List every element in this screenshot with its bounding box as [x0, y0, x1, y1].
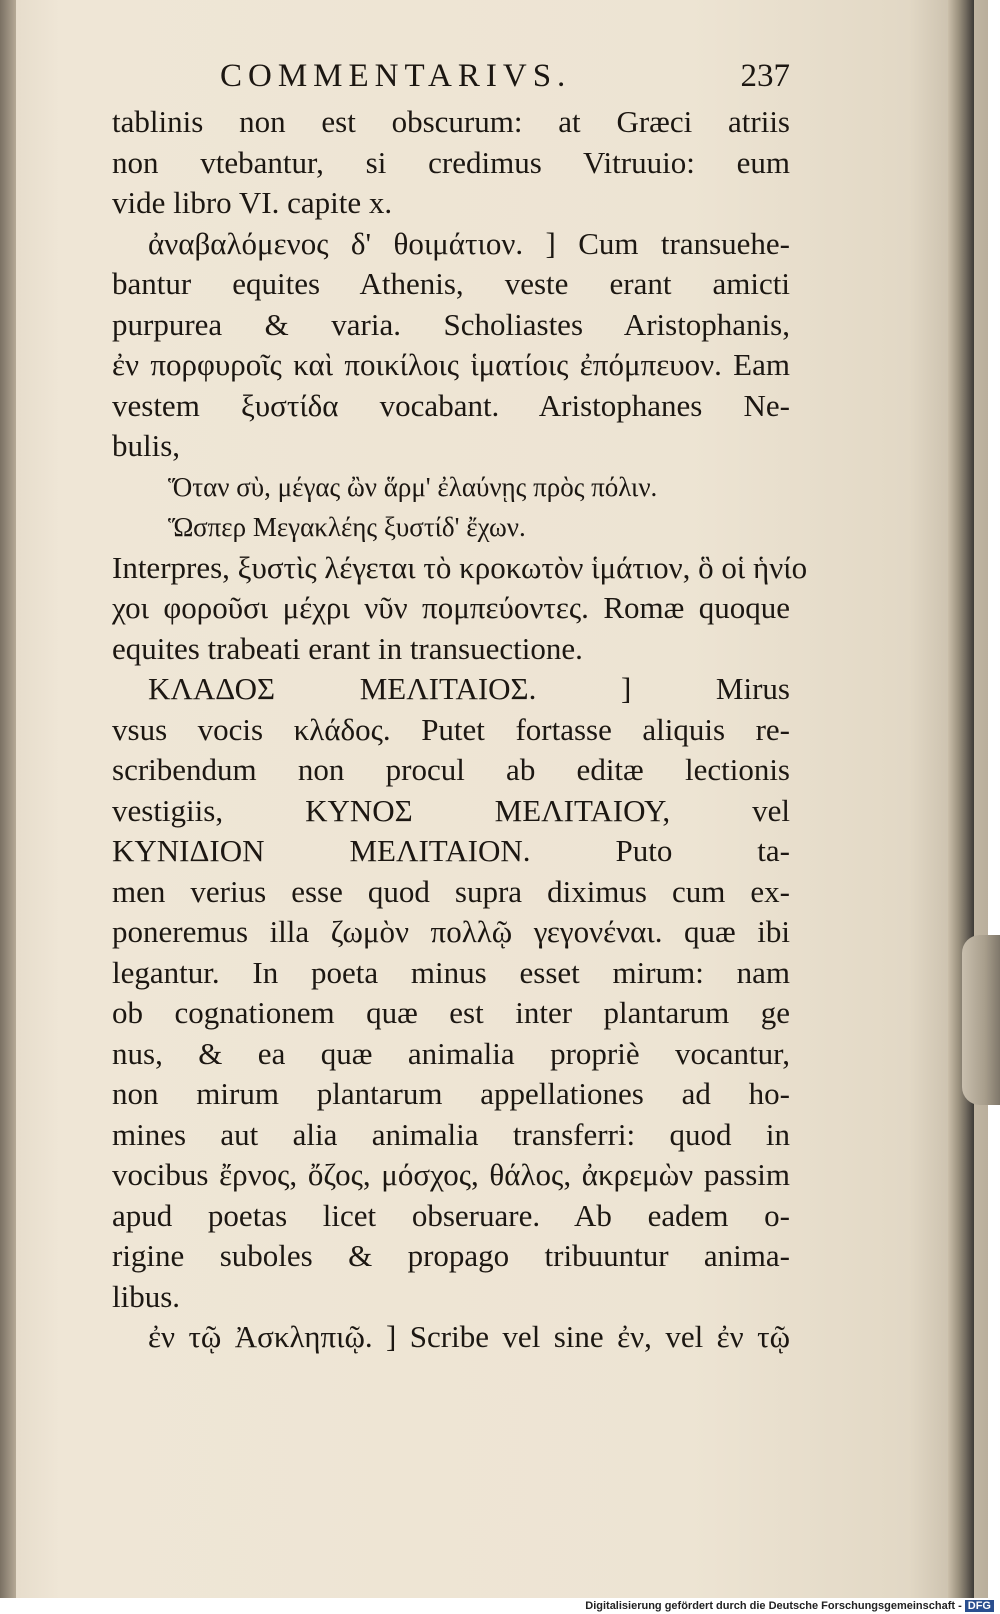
text-line: non mirum plantarum appellationes ad ho-: [112, 1076, 790, 1111]
text-line: libus.: [112, 1278, 181, 1314]
text-line: χοι φοροῦσι μέχρι νῦν πομπεύοντες. Romæ quoque: [112, 590, 790, 625]
page-tab: [962, 935, 1000, 1105]
running-title: COMMENTARIVS.: [220, 58, 572, 94]
text-line: ΚΥΝΙΔΙΟΝ ΜΕΛΙΤΑΙΟΝ. Puto ta-: [112, 833, 790, 868]
text-line: poneremus illa ζωμὸν πολλῷ γεγονέναι. quæ ibi: [112, 914, 790, 949]
digitization-credit: [585, 1600, 994, 1612]
text-line: vestem ξυστίδα vocabant. Aristophanes Ne-: [112, 387, 790, 423]
verse-quote-line: Ὅταν σὺ, μέγας ὢν ἅρμ' ἐλαύνῃς πρὸς πόλιν.: [168, 471, 658, 502]
text-line: nus, & ea quæ animalia propriè vocantur,: [112, 1035, 790, 1071]
running-header: [220, 58, 790, 95]
text-line: non vtebantur, si credimus Vitruuio: eum: [112, 144, 790, 180]
text-line: men verius esse quod supra diximus cum ex-: [112, 873, 790, 909]
text-line: purpurea & varia. Scholiastes Aristophanis,: [112, 306, 790, 342]
text-line: equites trabeati erant in transuectione.: [112, 630, 583, 666]
text-line: mines aut alia animalia transferri: quod in: [112, 1116, 790, 1152]
text-line: legantur. In poeta minus esset mirum: nam: [112, 954, 790, 990]
text-line: vocibus ἔρνος, ὄζος, μόσχος, θάλος, ἀκρεμὼν passim: [112, 1157, 790, 1192]
text-line: Interpres, ξυστὶς λέγεται τὸ κροκωτὸν ἱμάτιον, ὃ οἱ ἡνίο: [112, 549, 808, 585]
text-line: vide libro VI. capite x.: [112, 185, 393, 220]
text-line: vsus vocis κλάδος. Putet fortasse aliquis re-: [112, 711, 790, 747]
text-line: ob cognationem quæ est inter plantarum ge: [112, 995, 790, 1030]
lemma-line: ἐν τῷ Ἀσκληπιῷ. ] Scribe vel sine ἐν, vel ἐν τῷ: [148, 1319, 790, 1354]
text-line: bantur equites Athenis, veste erant amicti: [112, 266, 790, 301]
dfg-logo: DFG: [965, 1600, 994, 1612]
verse-quote-line: Ὥσπερ Μεγακλέης ξυστίδ' ἔχων.: [168, 512, 526, 542]
text-line: rigine suboles & propago tribuuntur anima-: [112, 1238, 790, 1273]
lemma-line: ΚΛΑΔΟΣ ΜΕΛΙΤΑΙΟΣ. ] Mirus: [148, 671, 790, 706]
body-text: [112, 102, 808, 1358]
text-line: bulis,: [112, 428, 181, 463]
text-line: ἐν πορφυροῖς καὶ ποικίλοις ἱματίοις ἐπόμπευον. Eam: [112, 347, 790, 382]
page-gutter: [0, 0, 16, 1598]
text-line: vestigiis, ΚΥΝΟΣ ΜΕΛΙΤΑΙΟΥ, vel: [112, 792, 790, 828]
page-edge: [948, 0, 974, 1598]
lemma-line: ἀναβαλόμενος δ' θοιμάτιον. ] Cum transuehe-: [148, 225, 790, 261]
text-line: apud poetas licet obseruare. Ab eadem o-: [112, 1197, 790, 1233]
text-line: scribendum non procul ab editæ lectionis: [112, 752, 790, 787]
credit-text: Digitalisierung gefördert durch die Deutsche Forschungsgemeinschaft -: [585, 1600, 962, 1612]
page-number: 237: [740, 58, 790, 94]
text-line: tablinis non est obscurum: at Græci atriis: [112, 104, 790, 139]
